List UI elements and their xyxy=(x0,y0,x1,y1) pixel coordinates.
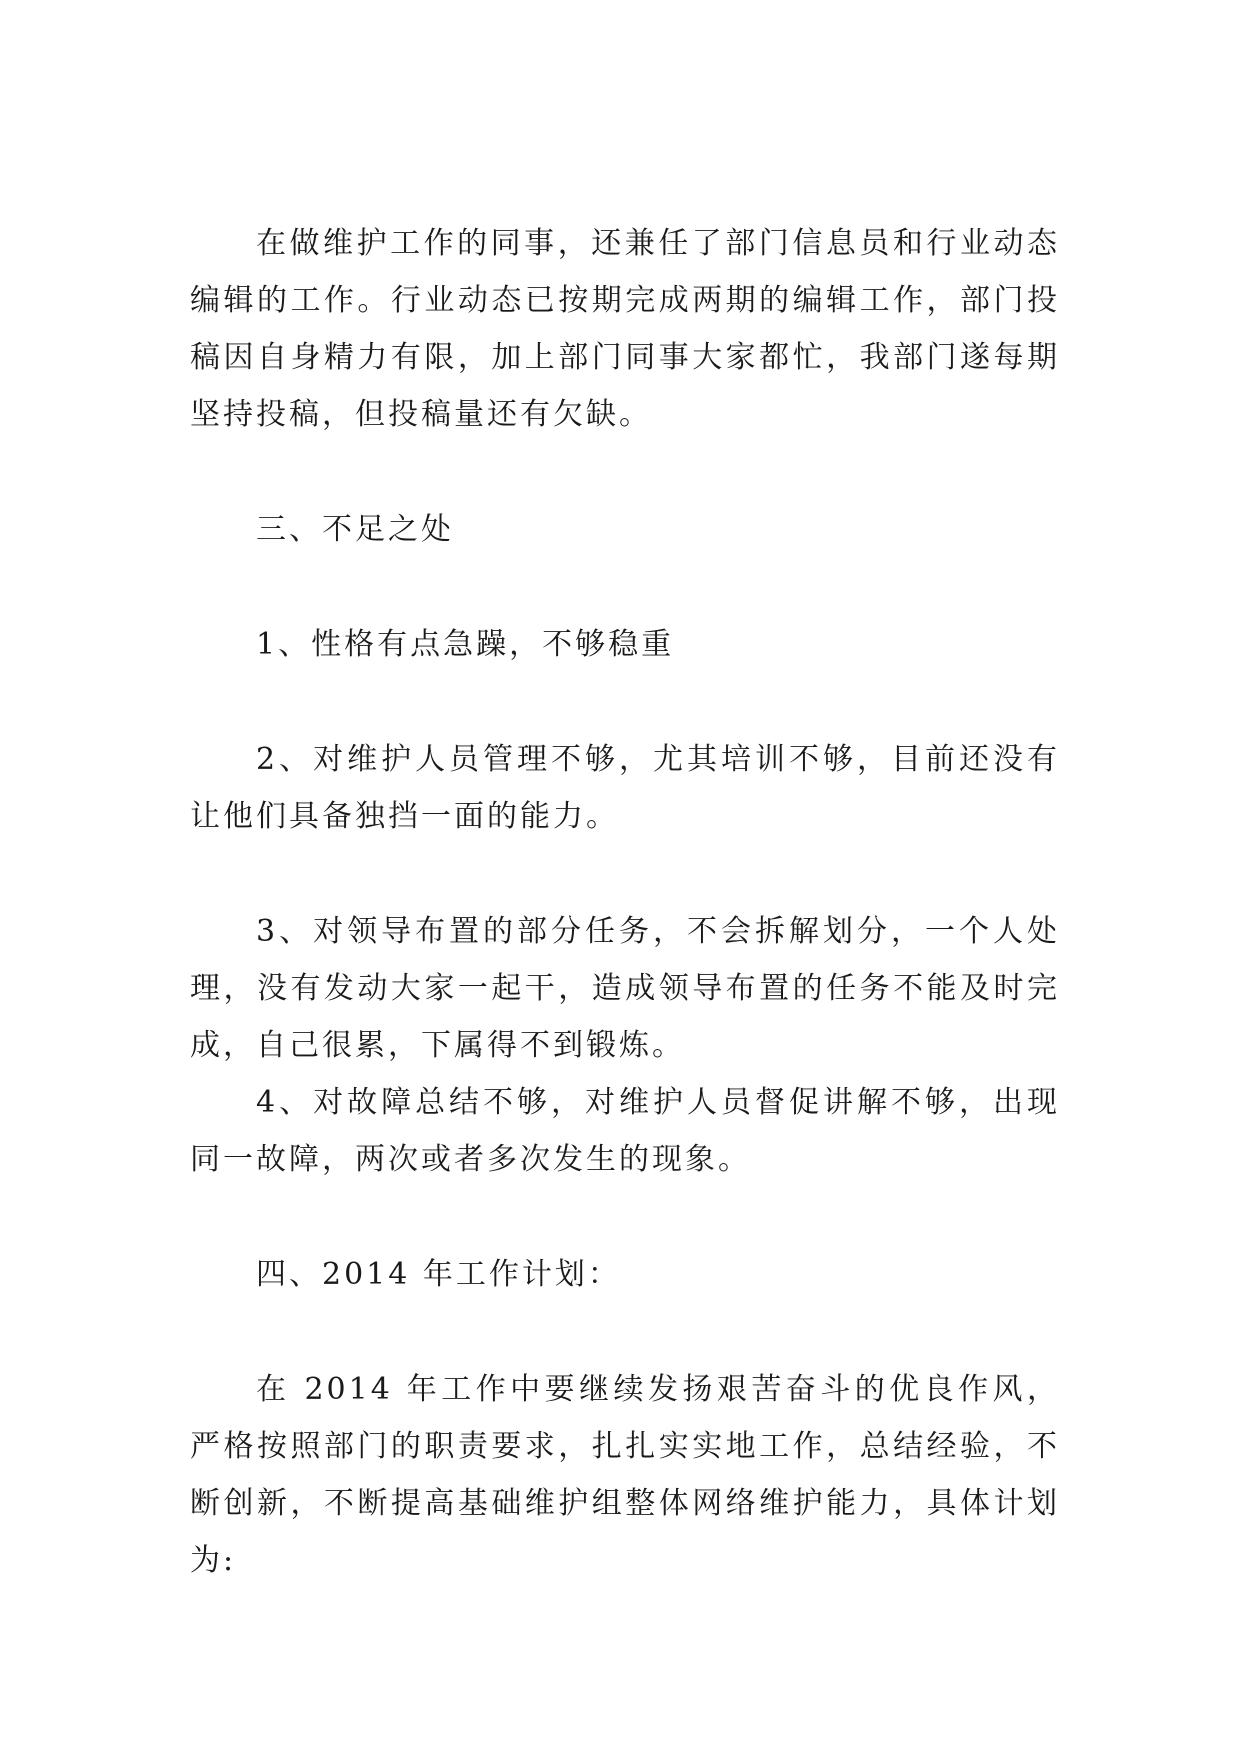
document-body xyxy=(190,215,1060,1589)
shortcoming-item-2: 2、对维护人员管理不够，尤其培训不够，目前还没有让他们具备独挡一面的能力。 xyxy=(190,742,1060,834)
heading-work-plan: 四、2014 年工作计划： xyxy=(256,1257,621,1292)
paragraph-work-plan: 在 2014 年工作中要继续发扬艰苦奋斗的优良作风，严格按照部门的职责要求，扎扎实实地工作，总结经验，不断创新，不断提高基础维护组整体网络维护能力，具体计划为: xyxy=(190,1372,1060,1578)
shortcoming-item-1: 1、性格有点急躁，不够稳重 xyxy=(256,627,675,662)
shortcoming-item-4: 4、对故障总结不够，对维护人员督促讲解不够，出现同一故障，两次或者多次发生的现象。 xyxy=(190,1085,1060,1177)
heading-shortcomings: 三、不足之处 xyxy=(256,512,454,547)
shortcoming-item-3: 3、对领导布置的部分任务，不会拆解划分，一个人处理，没有发动大家一起干，造成领导布置的任务不能及时完成，自己很累，下属得不到锻炼。 xyxy=(190,914,1060,1063)
paragraph-colleague-duties: 在做维护工作的同事，还兼任了部门信息员和行业动态编辑的工作。行业动态已按期完成两期的编辑工作，部门投稿因自身精力有限，加上部门同事大家都忙，我部门遂每期坚持投稿，但投稿量还有欠缺。 xyxy=(190,226,1060,432)
